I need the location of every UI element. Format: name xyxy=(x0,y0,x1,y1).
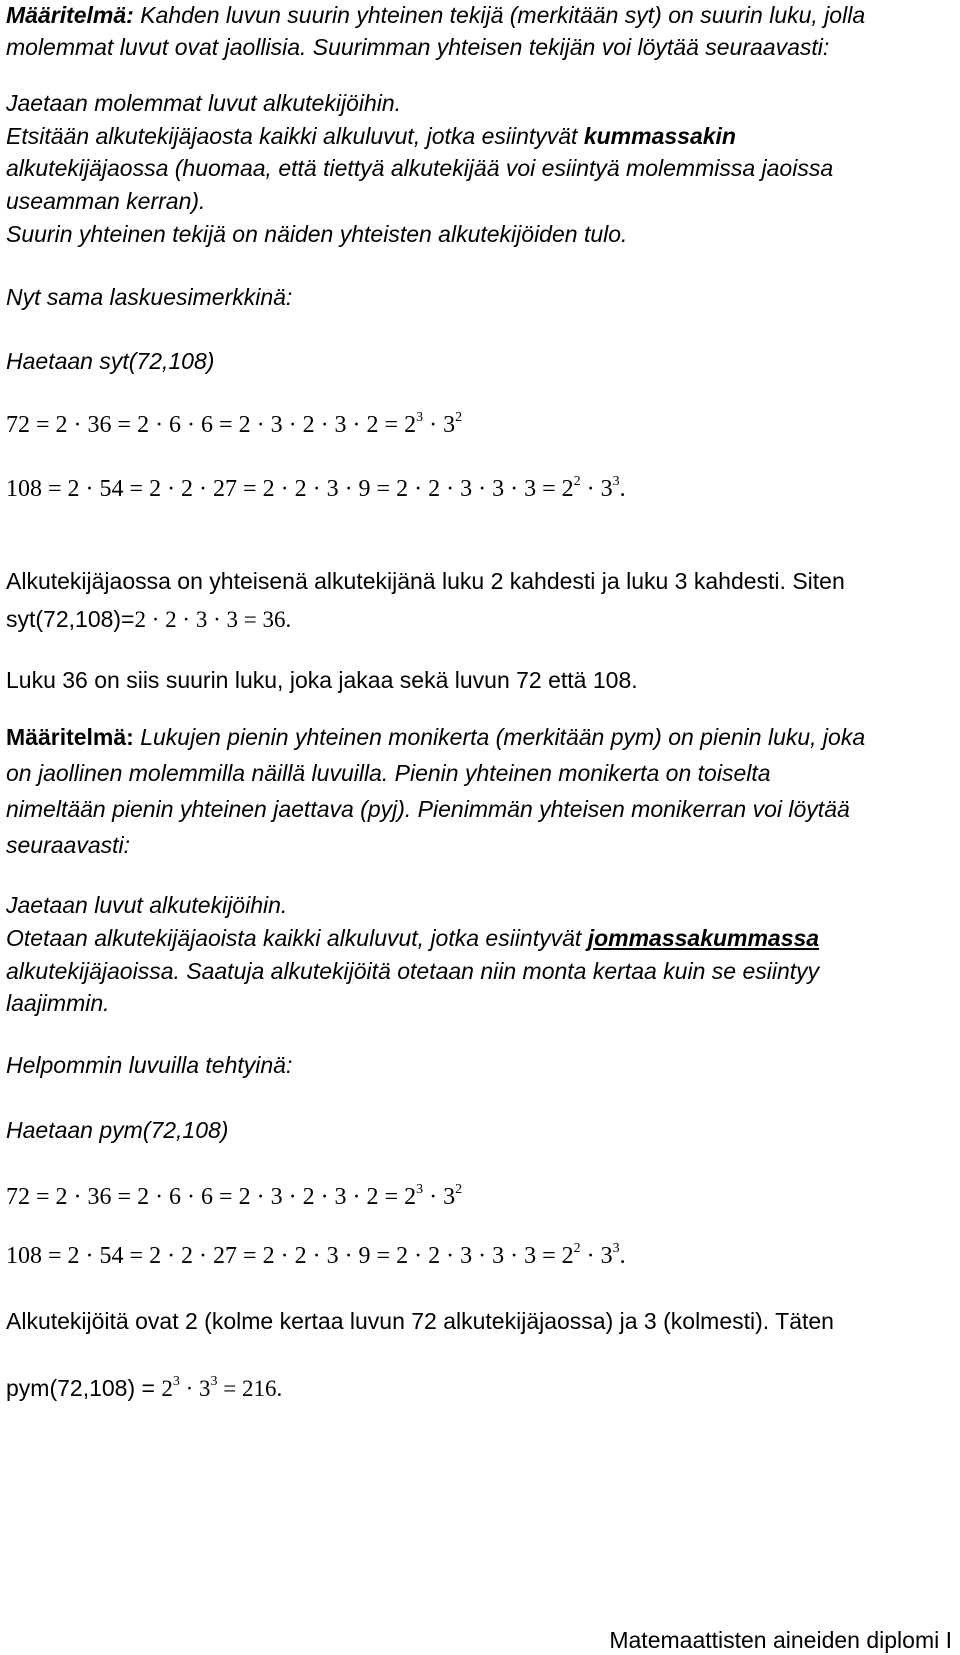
gcd-step-2-line-1 xyxy=(6,121,736,151)
lcm-conclusion-1: Alkutekijöitä ovat 2 (kolme kertaa luvun 72 alkutekijäjaossa) ja 3 (kolmesti). Täten xyxy=(6,1308,834,1334)
gcd-factor-108-mid: · 3 xyxy=(580,476,613,502)
lcm-result-exp-3: 3 xyxy=(210,1374,218,1389)
lcm-factor-72-exp-2: 3 xyxy=(416,1182,424,1197)
lcm-example-title: Haetaan pym(72,108) xyxy=(6,1117,229,1143)
lcm-step-1: Jaetaan luvut alkutekijöihin. xyxy=(6,892,288,918)
lcm-result-end: = 216. xyxy=(217,1376,283,1401)
gcd-factor-108-lead: 108 = 2 · 54 = 2 · 2 · 27 = 2 · 2 · 3 · 9 = 2 · 2 · 3 · 3 · 3 = 2 xyxy=(6,476,574,502)
lcm-definition-text-1: Lukujen pienin yhteinen monikerta (merkitään pym) on pienin luku, joka xyxy=(140,724,866,750)
lcm-factor-108-exp-2: 2 xyxy=(573,1241,581,1256)
gcd-factor-108-end: . xyxy=(619,476,626,502)
lcm-definition-line-2: on jaollinen molemmilla näillä luvuilla. Pienin yhteinen monikerta on toiselta xyxy=(6,760,771,786)
lcm-conclusion-label: pym(72,108) = xyxy=(6,1375,155,1401)
gcd-step-1: Jaetaan molemmat luvut alkutekijöihin. xyxy=(6,90,402,116)
gcd-conclusion-3: Luku 36 on siis suurin luku, joka jakaa sekä luvun 72 että 108. xyxy=(6,667,638,693)
gcd-conclusion-math: 2 · 2 · 3 · 3 = 36. xyxy=(134,607,292,632)
lcm-factorization-72 xyxy=(6,1182,462,1216)
lcm-factor-72-lead: 72 = 2 · 36 = 2 · 6 · 6 = 2 · 3 · 2 · 3 · 2 = 2 xyxy=(6,1184,417,1210)
lcm-factor-108-mid: · 3 xyxy=(580,1243,613,1269)
gcd-factor-72-mid: · 3 xyxy=(423,412,456,438)
lcm-step-2-emphasis: jommassakummassa xyxy=(587,925,820,951)
lcm-result-exp-2: 3 xyxy=(172,1374,180,1389)
gcd-conclusion-2 xyxy=(6,604,291,635)
lcm-step-2-line-1 xyxy=(6,923,819,953)
gcd-factorization-108 xyxy=(6,474,626,508)
lcm-factor-108-end: . xyxy=(619,1243,626,1269)
lcm-factor-108-exp-3: 3 xyxy=(612,1241,620,1256)
lcm-definition-line-4: seuraavasti: xyxy=(6,832,131,858)
gcd-definition-line-1 xyxy=(6,0,865,30)
lcm-factor-108-lead: 108 = 2 · 54 = 2 · 2 · 27 = 2 · 2 · 3 · 9 = 2 · 2 · 3 · 3 · 3 = 2 xyxy=(6,1243,574,1269)
lcm-factor-72-mid: · 3 xyxy=(423,1184,456,1210)
gcd-definition-label: Määritelmä: xyxy=(6,2,134,28)
gcd-factor-108-exp-3: 3 xyxy=(612,474,620,489)
gcd-conclusion-1: Alkutekijäjaossa on yhteisenä alkutekijänä luku 2 kahdesti ja luku 3 kahdesti. Siten xyxy=(6,568,845,594)
gcd-example-title: Haetaan syt(72,108) xyxy=(6,348,215,374)
lcm-definition-line-3: nimeltään pienin yhteinen jaettava (pyj). Pienimmän yhteisen monikerran voi löytää xyxy=(6,796,850,822)
gcd-step-2-emphasis: kummassakin xyxy=(583,123,736,149)
gcd-step-3: Suurin yhteinen tekijä on näiden yhteisten alkutekijöiden tulo. xyxy=(6,221,628,247)
gcd-step-2-line-2: alkutekijäjaossa (huomaa, että tiettyä alkutekijää voi esiintyä molemmissa jaoissa xyxy=(6,155,834,181)
lcm-step-2-line-3: laajimmin. xyxy=(6,990,110,1016)
lcm-example-intro: Helpommin luvuilla tehtyinä: xyxy=(6,1052,293,1078)
lcm-factorization-108 xyxy=(6,1241,626,1275)
lcm-step-2-line-2: alkutekijäjaoissa. Saatuja alkutekijöitä otetaan niin monta kertaa kuin se esiintyy xyxy=(6,958,820,984)
lcm-result-math xyxy=(161,1376,282,1401)
gcd-factor-108-exp-2: 2 xyxy=(573,474,581,489)
lcm-result-base: 2 xyxy=(161,1376,173,1401)
lcm-definition-line-1 xyxy=(6,722,865,752)
lcm-result-mid: · 3 xyxy=(179,1376,211,1401)
gcd-example-intro: Nyt sama laskuesimerkkinä: xyxy=(6,284,293,310)
lcm-step-2-text-a: Otetaan alkutekijäjaoista kaikki alkuluvut, jotka esiintyvät xyxy=(6,925,582,951)
lcm-factor-72-exp-3: 2 xyxy=(455,1182,463,1197)
gcd-factor-72-exp-2: 3 xyxy=(416,410,424,425)
lcm-conclusion-2 xyxy=(6,1373,282,1408)
gcd-factorization-72 xyxy=(6,410,462,444)
gcd-factor-72-exp-3: 2 xyxy=(455,410,463,425)
gcd-conclusion-label: syt(72,108)= xyxy=(6,606,135,632)
gcd-factor-72-lead: 72 = 2 · 36 = 2 · 6 · 6 = 2 · 3 · 2 · 3 · 2 = 2 xyxy=(6,412,417,438)
gcd-step-2-line-3: useamman kerran). xyxy=(6,188,206,214)
lcm-definition-label: Määritelmä: xyxy=(6,724,134,750)
gcd-definition-line-2: molemmat luvut ovat jaollisia. Suurimman yhteisen tekijän voi löytää seuraavasti: xyxy=(6,34,830,60)
gcd-definition-text-1: Kahden luvun suurin yhteinen tekijä (merkitään syt) on suurin luku, jolla xyxy=(140,2,866,28)
gcd-step-2-text-a: Etsitään alkutekijäjaosta kaikki alkuluvut, jotka esiintyvät xyxy=(6,123,578,149)
page-footer: Matemaattisten aineiden diplomi I xyxy=(609,1627,952,1653)
